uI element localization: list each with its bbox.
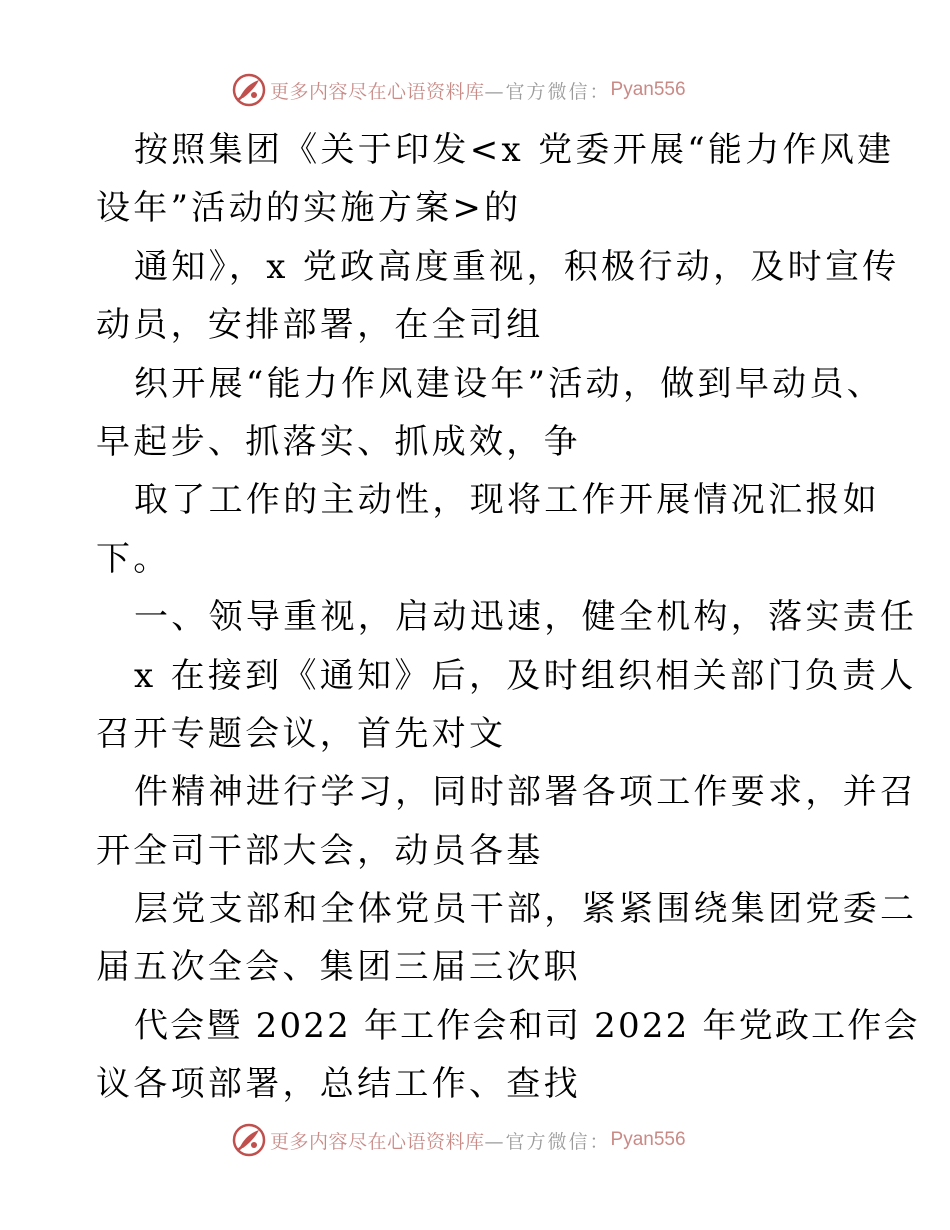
header-watermark	[232, 73, 686, 107]
watermark-label: —官方微信：	[484, 80, 611, 103]
body-line: 下。	[96, 538, 171, 579]
watermark-brand: 更多内容尽在心语资料库	[270, 1130, 485, 1153]
body-line: 召开专题会议，首先对文	[96, 713, 507, 754]
body-line: 代会暨 2022 年工作会和司 2022 年党政工作会	[134, 1005, 920, 1046]
watermark-brand: 更多内容尽在心语资料库	[270, 80, 485, 103]
writing-hand-logo-icon	[232, 1123, 266, 1157]
body-line: 按照集团《关于印发<x 党委开展“能力作风建	[134, 130, 895, 170]
section-heading: 一、领导重视，启动迅速，健全机构，落实责任	[134, 597, 918, 638]
watermark-wechat-id: Pyan556	[610, 79, 686, 100]
body-line: 开全司干部大会，动员各基	[96, 830, 544, 871]
body-line: 层党支部和全体党员干部，紧紧围绕集团党委二	[134, 889, 918, 930]
body-line: 设年”活动的实施方案>的	[96, 188, 522, 229]
watermark-label: —官方微信：	[484, 1130, 611, 1153]
body-line: 通知》，x 党政高度重视，积极行动，及时宣传	[134, 246, 900, 287]
writing-hand-logo-icon	[232, 73, 266, 107]
watermark-wechat-id: Pyan556	[610, 1129, 686, 1150]
body-line: x 在接到《通知》后，及时组织相关部门负责人	[134, 655, 917, 696]
document-body	[96, 121, 920, 1114]
body-line: 早起步、抓落实、抓成效，争	[96, 421, 581, 462]
body-line: 织开展“能力作风建设年”活动，做到早动员、	[134, 363, 885, 404]
body-line: 议各项部署，总结工作、查找	[96, 1064, 581, 1105]
body-line: 动员，安排部署，在全司组	[96, 305, 544, 346]
body-line: 届五次全会、集团三届三次职	[96, 947, 581, 988]
footer-watermark	[232, 1123, 686, 1157]
body-line: 件精神进行学习，同时部署各项工作要求，并召	[134, 772, 918, 813]
body-line: 取了工作的主动性，现将工作开展情况汇报如	[134, 480, 880, 521]
